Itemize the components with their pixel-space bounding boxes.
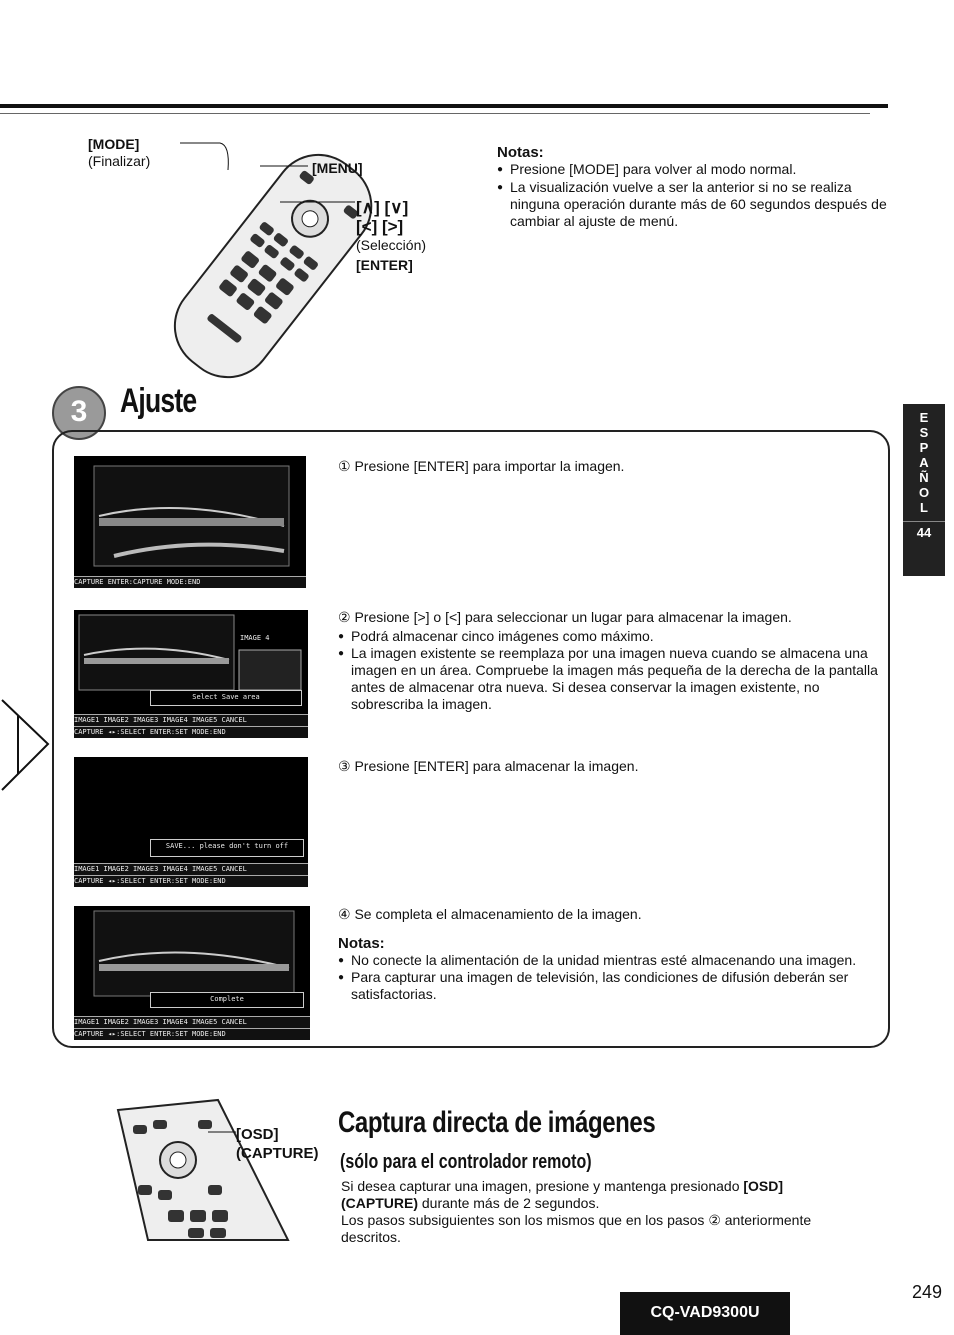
direct-capture-line-2: (CAPTURE) durante más de 2 segundos. — [341, 1195, 600, 1211]
tab-letter: L — [920, 500, 928, 515]
language-side-tab — [903, 404, 945, 576]
note-item: ● La visualización vuelve a ser la anterior si no se realiza ninguna operación durante más de 60 segundos después de cambiar al ajuste de menú. — [497, 179, 887, 230]
top-rule-thin — [0, 113, 870, 114]
step-2-item: ● La imagen existente se reemplaza por una imagen nueva cuando se almacena una imagen en un área. Compruebe la imagen más pequeña de la derecha de la pantalla antes de almacenar otra nueva. Si desea conservar la imagen existente, no sobrescriba la imagen. — [338, 645, 878, 713]
capture-label: (CAPTURE) — [236, 1145, 319, 1162]
screen-capture-1 — [74, 456, 306, 588]
step-2 — [338, 609, 878, 713]
bridge-image — [74, 610, 308, 700]
menu-label: [MENU] — [312, 160, 363, 176]
screen-capture-3 — [74, 757, 308, 887]
section-title: Ajuste — [120, 382, 197, 420]
screen-capture-4 — [74, 906, 310, 1040]
message-box: SAVE... please don't turn off — [150, 839, 304, 857]
tab-letter: E — [919, 410, 929, 425]
notes-list — [497, 161, 887, 230]
direct-capture-line-1: Si desea capturar una imagen, presione y mantenga presionado [OSD] — [341, 1178, 784, 1194]
enter-label: [ENTER] — [356, 257, 413, 273]
thumbnail-label: IMAGE 4 — [240, 634, 270, 642]
notes-title: Notas: — [497, 144, 544, 161]
note-item: ● Para capturar una imagen de televisión, las condiciones de difusión deberán ser satisfactorias. — [338, 969, 858, 1003]
screen-status-bar: CAPTURE ◂▸:SELECT ENTER:SET MODE:END — [74, 726, 308, 738]
screen-status-bar: CAPTURE ◂▸:SELECT ENTER:SET MODE:END — [74, 875, 308, 887]
page-number: 249 — [912, 1282, 943, 1302]
remote-control-icon — [78, 1090, 298, 1250]
mode-label: [MODE] — [88, 136, 140, 152]
step-2-item: ● Podrá almacenar cinco imágenes como máximo. — [338, 628, 878, 645]
screen-capture-2 — [74, 610, 308, 738]
bottom-remote-illustration — [78, 1090, 298, 1250]
section-number-badge: 3 — [52, 386, 106, 440]
screen-status-bar: CAPTURE ENTER:CAPTURE MODE:END — [74, 576, 306, 588]
note-item: ● Presione [MODE] para volver al modo normal. — [497, 161, 887, 178]
language-letters — [903, 404, 945, 515]
tab-letter: O — [918, 485, 930, 500]
selection-sublabel: (Selección) — [356, 237, 427, 253]
step-3: ③ Presione [ENTER] para almacenar la imagen. — [338, 758, 639, 774]
arrows-up-down-label: [∧] [∨] — [356, 198, 409, 217]
osd-label: [OSD] — [236, 1126, 279, 1143]
arrows-left-right-label: [<] [>] — [356, 217, 404, 236]
step-2-list — [338, 628, 878, 713]
image-tabs[interactable]: IMAGE1 IMAGE2 IMAGE3 IMAGE4 IMAGE5 CANCEL — [74, 714, 308, 726]
pointer-arrow-icon — [0, 698, 60, 798]
image-tabs[interactable]: IMAGE1 IMAGE2 IMAGE3 IMAGE4 IMAGE5 CANCEL — [74, 1016, 310, 1028]
tab-letter: S — [919, 425, 929, 440]
model-badge: CQ-VAD9300U — [620, 1292, 790, 1335]
direct-capture-subtitle: (sólo para el controlador remoto) — [340, 1151, 592, 1173]
direct-capture-title: Captura directa de imágenes — [338, 1106, 656, 1139]
step-4-text: ④ Se completa el almacenamiento de la imagen. — [338, 906, 642, 922]
direct-capture-line-3: Los pasos subsiguientes son los mismos que en los pasos ② anteriormente descritos. — [341, 1212, 812, 1245]
message-box: Complete — [150, 992, 304, 1008]
message-box: Select Save area — [150, 690, 302, 706]
mode-sublabel: (Finalizar) — [88, 153, 151, 169]
note-item: ● No conecte la alimentación de la unidad mientras esté almacenando una imagen. — [338, 952, 858, 969]
top-rule — [0, 104, 888, 108]
callout-lines — [150, 140, 370, 220]
screen-status-bar: CAPTURE ◂▸:SELECT ENTER:SET MODE:END — [74, 1028, 310, 1040]
step-2-text: ② Presione [>] o [<] para seleccionar un lugar para almacenar la imagen. — [338, 609, 792, 625]
notes-top — [497, 144, 887, 231]
direct-capture-text — [341, 1178, 871, 1246]
bridge-image — [74, 906, 310, 1001]
tab-letter: A — [919, 455, 929, 470]
step-4-notes-title: Notas: — [338, 935, 385, 952]
tab-letter: P — [919, 440, 929, 455]
tab-number: 44 — [903, 521, 945, 540]
tab-letter: Ñ — [919, 470, 929, 485]
bridge-image — [74, 456, 306, 576]
image-tabs[interactable]: IMAGE1 IMAGE2 IMAGE3 IMAGE4 IMAGE5 CANCEL — [74, 863, 308, 875]
step-4 — [338, 906, 858, 1003]
step-4-notes-list — [338, 952, 858, 1003]
step-1: ① Presione [ENTER] para importar la imagen. — [338, 458, 625, 474]
